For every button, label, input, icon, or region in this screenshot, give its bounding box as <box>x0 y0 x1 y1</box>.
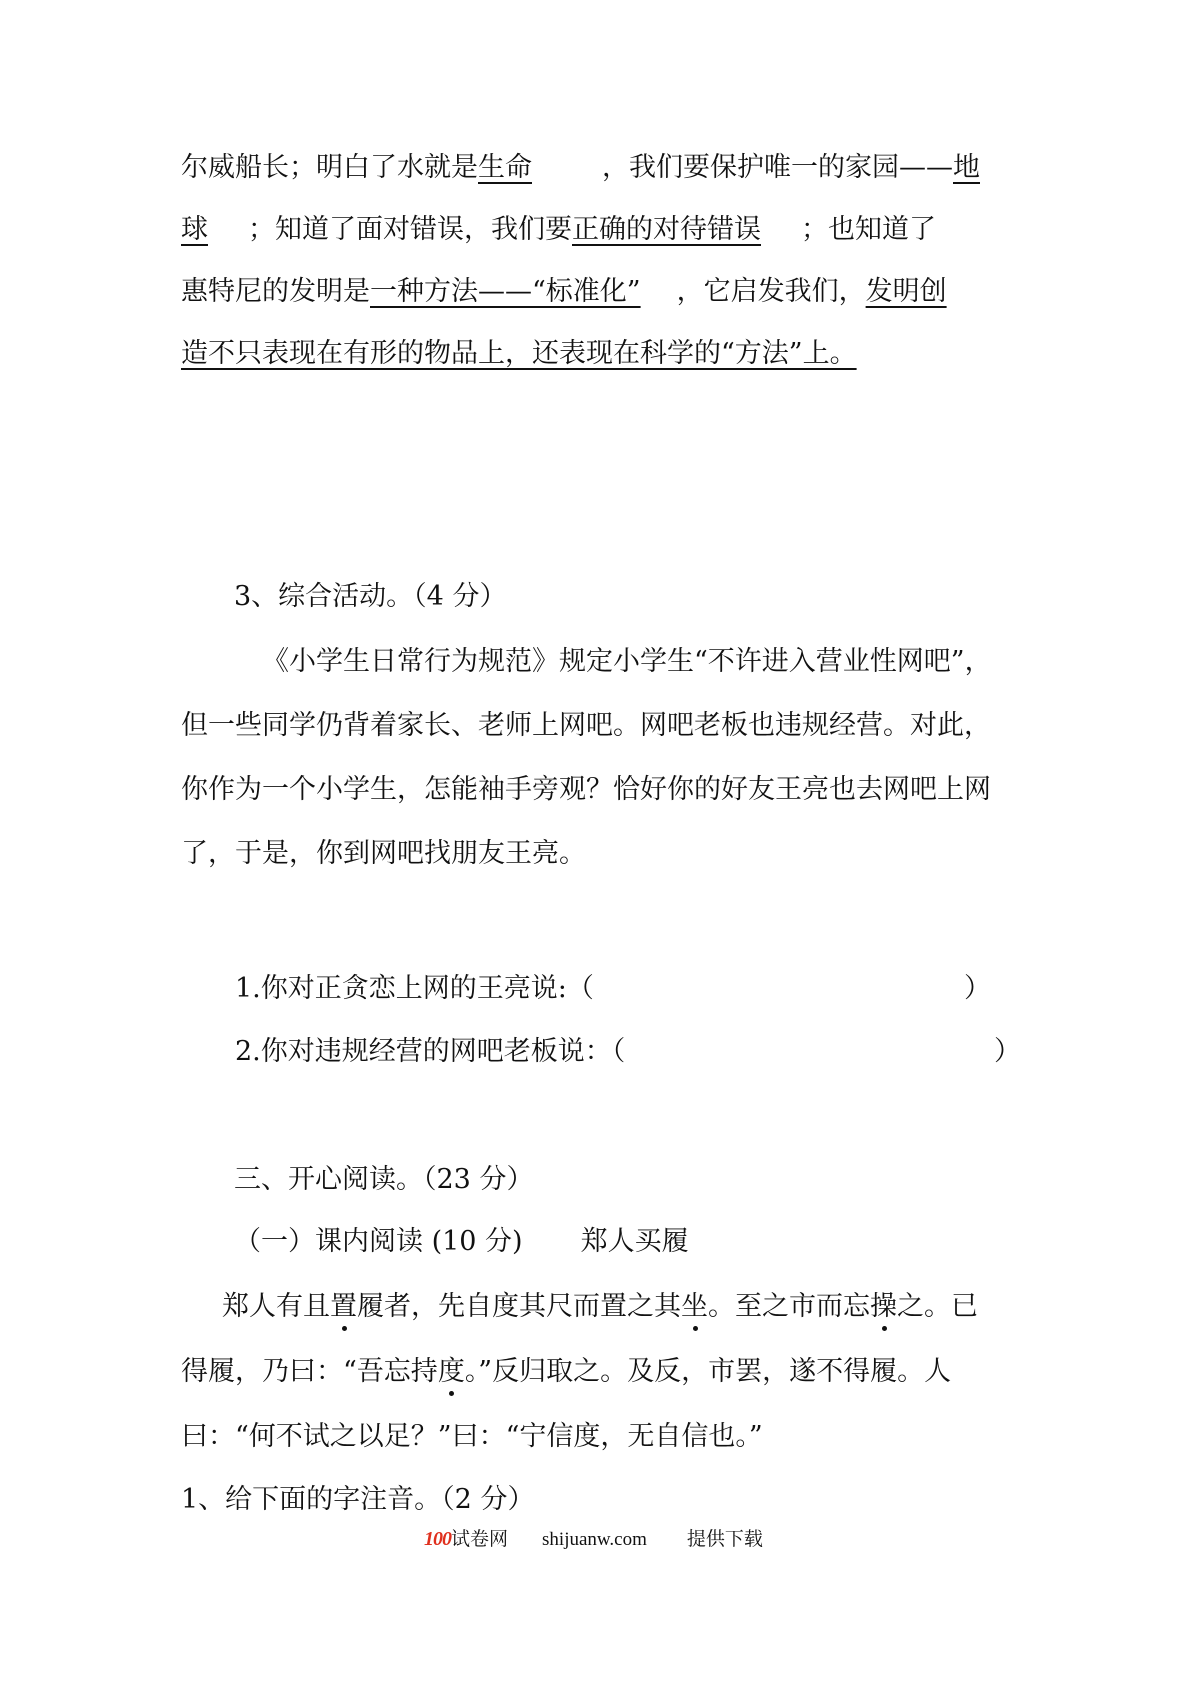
activity-heading: 3、综合活动。（4 分） <box>234 581 507 612</box>
reading-text-line-2: 得履，乃曰：“吾忘持度。”反归取之。及反，市罢，遂不得履。人 <box>181 1356 952 1387</box>
reading-text-line-1: 郑人有且置履者，先自度其尺而置之其坐。至之市而忘操之。已 <box>222 1291 978 1322</box>
activity-question-1-close: ） <box>964 973 991 1004</box>
activity-paragraph-line-3: 你作为一个小学生，怎能袖手旁观？恰好你的好友王亮也去网吧上网 <box>181 774 991 805</box>
activity-question-2: 2.你对违规经营的网吧老板说：（ <box>235 1036 626 1067</box>
site-logo: 100 <box>424 1528 451 1550</box>
site-url: shijuanw.com <box>542 1529 647 1550</box>
activity-question-2-close: ） <box>994 1036 1021 1067</box>
reading-subheading: （一）课内阅读 (10 分) 郑人买履 <box>234 1226 689 1257</box>
dotted-char: 坐 <box>681 1291 708 1322</box>
answer-line-3: 惠特尼的发明是一种方法——“标准化” ，它启发我们，发明创 <box>181 276 947 307</box>
reading-text-line-3: 曰：“何不试之以足？”曰：“宁信度，无自信也。” <box>181 1421 763 1452</box>
footer <box>424 1524 763 1551</box>
activity-paragraph-line-1: 《小学生日常行为规范》规定小学生“不许进入营业性网吧”， <box>262 646 992 677</box>
dotted-char: 度 <box>437 1356 465 1387</box>
reading-question-1: 1、给下面的字注音。（2 分） <box>181 1484 535 1515</box>
reading-heading: 三、开心阅读。（23 分） <box>234 1164 534 1195</box>
download-note: 提供下载 <box>686 1529 763 1550</box>
dotted-char: 置 <box>330 1291 357 1322</box>
answer-line-4: 造不只表现在有形的物品上，还表现在科学的“方法”上。 <box>181 338 857 369</box>
activity-paragraph-line-4: 了，于是，你到网吧找朋友王亮。 <box>181 838 586 869</box>
site-name: 试卷网 <box>451 1529 509 1550</box>
dotted-char: 操 <box>870 1291 897 1322</box>
answer-line-1: 尔威船长；明白了水就是生命 ，我们要保护唯一的家园——地 <box>181 152 980 183</box>
reading-title: 郑人买履 <box>580 1226 689 1257</box>
activity-question-1: 1.你对正贪恋上网的王亮说:（ <box>235 973 594 1004</box>
answer-line-2: 球 ；知道了面对错误，我们要正确的对待错误 ；也知道了 <box>181 214 936 245</box>
activity-paragraph-line-2: 但一些同学仍背着家长、老师上网吧。网吧老板也违规经营。对此， <box>181 710 991 741</box>
